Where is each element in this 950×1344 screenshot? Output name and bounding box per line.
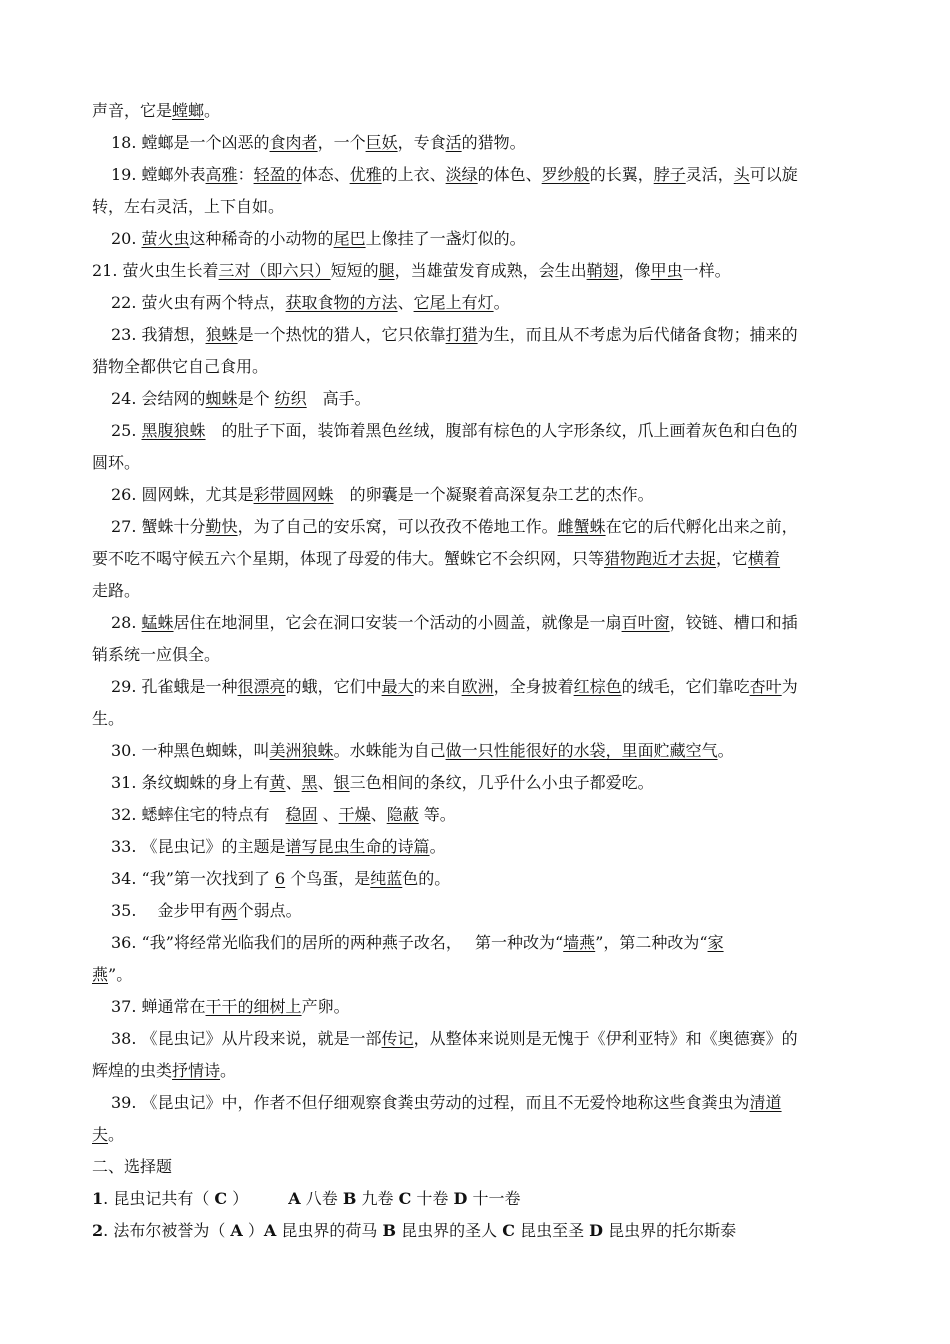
answer: 欧洲 — [461, 677, 494, 696]
answer: 6 — [274, 869, 286, 888]
item-39 — [111, 1092, 782, 1114]
answer: 抒情诗 — [172, 1061, 221, 1080]
answer: 谱写昆虫生命的诗篇 — [285, 837, 430, 856]
text: 是个 — [237, 389, 275, 408]
question-number: 1 — [92, 1189, 104, 1208]
item-18 — [111, 132, 526, 154]
text: ，一个 — [317, 133, 366, 152]
text: 。 — [108, 1125, 125, 1144]
answer: 稳固 — [285, 805, 318, 824]
text: 29. 孔雀蛾是一种 — [111, 677, 238, 696]
text: ，为了自己的安乐窝，可以孜孜不倦地工作。 — [237, 517, 558, 536]
text: 为生，而且从不考虑为后代储备食物；捕来的 — [477, 325, 798, 344]
text: ，全身披着 — [493, 677, 574, 696]
answer: 巨妖 — [365, 133, 398, 152]
answer: 燕 — [92, 965, 109, 984]
text: 居住在地洞里，它会在洞口安装一个活动的小圆盖，就像是一扇 — [173, 613, 622, 632]
item-38 — [111, 1028, 798, 1050]
text-line — [92, 964, 132, 986]
text: . 法布尔被誉为（ — [103, 1221, 231, 1240]
option-letter: B — [382, 1221, 397, 1240]
text: 的卵囊是一个凝聚着高深复杂工艺的杰作。 — [333, 485, 654, 504]
text: ： — [237, 165, 254, 184]
answer: 家 — [707, 933, 724, 952]
text-line — [92, 644, 220, 666]
text-line — [92, 196, 284, 218]
text: 短短的 — [330, 261, 379, 280]
text: 33. 《昆虫记》的主题是 — [111, 837, 286, 856]
text: 的绒毛，它们靠吃 — [621, 677, 750, 696]
answer: 隐蔽 — [386, 805, 419, 824]
text: 36. “我”将经常光临我们的居所的两种燕子改名， 第一种改为“ — [111, 933, 564, 952]
text: 上像挂了一盏灯似的。 — [365, 229, 526, 248]
answer: 优雅 — [349, 165, 382, 184]
text: 19. 螳螂外表 — [111, 165, 206, 184]
answer: 勤快 — [205, 517, 238, 536]
text: ”，第二种改为“ — [595, 933, 708, 952]
text: 、 — [317, 805, 339, 824]
answer: 尾巴 — [333, 229, 366, 248]
text: 个鸟蛋，是 — [285, 869, 371, 888]
text: 灵活， — [685, 165, 734, 184]
section-title: 二、选择题 — [92, 1157, 173, 1176]
item-35 — [111, 900, 302, 922]
text: 、 — [317, 773, 334, 792]
text: ，它 — [716, 549, 749, 568]
text: 22. 萤火虫有两个特点， — [111, 293, 286, 312]
option-text: 十卷 — [411, 1189, 454, 1208]
answer: 鞘翅 — [586, 261, 619, 280]
answer: 萤火虫 — [141, 229, 190, 248]
answer: 打猎 — [445, 325, 478, 344]
item-24 — [111, 388, 371, 410]
item-32 — [111, 804, 456, 826]
answer: 干燥 — [338, 805, 371, 824]
answer: 清道 — [749, 1093, 782, 1112]
item-36 — [111, 932, 724, 954]
text: 是一个热忱的猎人，它只依靠 — [237, 325, 446, 344]
text-line — [92, 1060, 236, 1082]
text: 产卵。 — [301, 997, 350, 1016]
option-letter: D — [589, 1221, 604, 1240]
text: ，专食 — [397, 133, 446, 152]
text: 高手。 — [306, 389, 371, 408]
text: 38. 《昆虫记》从片段来说，就是一部 — [111, 1029, 382, 1048]
text: ”。 — [108, 965, 133, 984]
text: 的肚子下面，装饰着黑色丝绒，腹部有棕色的人字形条纹，爪上画着灰色和白色的 — [205, 421, 798, 440]
item-27 — [111, 516, 798, 538]
answer: 百叶窗 — [621, 613, 670, 632]
answer: 干干的细树上 — [205, 997, 302, 1016]
text: 24. 会结网的 — [111, 389, 206, 408]
answer: 黑 — [301, 773, 318, 792]
text: 27. 蟹蛛十分 — [111, 517, 206, 536]
text: 这种稀奇的小动物的 — [189, 229, 334, 248]
item-31 — [111, 772, 654, 794]
text: 圆环。 — [92, 453, 141, 472]
item-34 — [111, 868, 450, 890]
text: 。 — [493, 293, 510, 312]
text: 。 — [429, 837, 446, 856]
text: ） — [227, 1189, 249, 1208]
text-line — [92, 580, 140, 602]
text: ，像 — [618, 261, 651, 280]
answer: 罗纱般 — [541, 165, 590, 184]
text: 转，左右灵活，上下自如。 — [92, 197, 285, 216]
text: 、 — [285, 773, 302, 792]
text: 的猎物。 — [461, 133, 526, 152]
item-26 — [111, 484, 654, 506]
text: 20. — [111, 229, 142, 248]
option-letter: B — [342, 1189, 357, 1208]
text: 18. 螳螂是一个凶恶的 — [111, 133, 270, 152]
answer: 轻盈的 — [253, 165, 302, 184]
answer: 狼蛛 — [205, 325, 238, 344]
answer: 横着 — [748, 549, 781, 568]
item-22 — [111, 292, 510, 314]
answer: 猎物跑近才去捉 — [604, 549, 717, 568]
option-text: 昆虫至圣 — [514, 1221, 590, 1240]
text: 体态、 — [301, 165, 350, 184]
text: 辉煌的虫类 — [92, 1061, 173, 1080]
question-2 — [92, 1220, 736, 1242]
text: 26. 圆网蛛，尤其是 — [111, 485, 254, 504]
text: 在它的后代孵化出来之前， — [605, 517, 798, 536]
text: 声音，它是 — [92, 101, 173, 120]
text: 35. 金步甲有 — [111, 901, 222, 920]
text: . 昆虫记共有（ — [103, 1189, 215, 1208]
text-line — [92, 452, 140, 474]
text: 等。 — [418, 805, 456, 824]
item-30 — [111, 740, 734, 762]
text: 可以旋 — [749, 165, 798, 184]
text: 要不吃不喝守候五六个星期，体现了母爱的伟大。蟹蛛它不会织网，只等 — [92, 549, 605, 568]
text: 的长翼， — [589, 165, 654, 184]
text-line — [92, 708, 124, 730]
item-25 — [111, 420, 798, 442]
answer: 两 — [221, 901, 238, 920]
text: 生。 — [92, 709, 125, 728]
text-line — [92, 548, 780, 570]
text-line — [92, 100, 220, 122]
answer: 头 — [733, 165, 750, 184]
text: 34. “我”第一次找到了 — [111, 869, 275, 888]
answer: 螳螂 — [172, 101, 205, 120]
answer: 纺织 — [274, 389, 307, 408]
option-letter: C — [398, 1189, 412, 1208]
option-letter: A — [288, 1189, 301, 1208]
text: 37. 蝉通常在 — [111, 997, 206, 1016]
answer: 活 — [445, 133, 462, 152]
answer: 高雅 — [205, 165, 238, 184]
answer: 蜘蛛 — [205, 389, 238, 408]
answer: 很漂亮 — [237, 677, 286, 696]
item-29 — [111, 676, 798, 698]
option-text: 八卷 — [300, 1189, 343, 1208]
text: 。 — [220, 1061, 237, 1080]
question-1 — [92, 1188, 520, 1210]
answer: 雌蟹蛛 — [557, 517, 606, 536]
option-text: 昆虫界的荷马 — [276, 1221, 383, 1240]
item-19 — [111, 164, 798, 186]
answer: 甲虫 — [650, 261, 683, 280]
answer: 食肉者 — [269, 133, 318, 152]
answer: 做一只性能很好的水袋，里面贮藏空气 — [445, 741, 718, 760]
text: 猎物全都供它自己食用。 — [92, 357, 269, 376]
text: 走路。 — [92, 581, 141, 600]
answer: 夫 — [92, 1125, 109, 1144]
answer: 蜢蛛 — [141, 613, 174, 632]
text: 、 — [397, 293, 414, 312]
text: ，从整体来说则是无愧于《伊利亚特》和《奥德赛》的 — [413, 1029, 798, 1048]
item-37 — [111, 996, 350, 1018]
answer: 墙燕 — [563, 933, 596, 952]
option-text: 十一卷 — [467, 1189, 521, 1208]
text: 的上衣、 — [381, 165, 446, 184]
answer: 脖子 — [653, 165, 686, 184]
answer: 银 — [333, 773, 350, 792]
answer: 最大 — [381, 677, 414, 696]
text: 32. 蟋蟀住宅的特点有 — [111, 805, 286, 824]
answer: 淡绿 — [445, 165, 478, 184]
item-21 — [92, 260, 731, 282]
text-line — [92, 356, 268, 378]
text: 。 — [717, 741, 734, 760]
text: 28. — [111, 613, 142, 632]
text: 23. 我猜想， — [111, 325, 206, 344]
text: 39. 《昆虫记》中，作者不但仔细观察食粪虫劳动的过程，而且不无爱怜地称这些食粪虫为 — [111, 1093, 750, 1112]
text: 销系统一应俱全。 — [92, 645, 221, 664]
text: ，铰链、槽口和插 — [669, 613, 798, 632]
answer: C — [214, 1189, 228, 1208]
text-line — [92, 1124, 124, 1146]
answer: 杏叶 — [749, 677, 782, 696]
text: 一样。 — [682, 261, 731, 280]
option-text: 九卷 — [356, 1189, 399, 1208]
text: 25. — [111, 421, 142, 440]
answer: 获取食物的方法 — [285, 293, 398, 312]
text: 。水蛛能为自己 — [333, 741, 446, 760]
text: 的蛾，它们中 — [285, 677, 382, 696]
text: 31. 条纹蜘蛛的身上有 — [111, 773, 270, 792]
text: 30. 一种黑色蜘蛛，叫 — [111, 741, 270, 760]
answer: 黄 — [269, 773, 286, 792]
item-23 — [111, 324, 798, 346]
answer: 传记 — [381, 1029, 414, 1048]
question-number: 2 — [92, 1221, 104, 1240]
option-text: 昆虫界的托尔斯泰 — [603, 1221, 737, 1240]
answer: 红棕色 — [573, 677, 622, 696]
text: ，当雄萤发育成熟，会生出 — [394, 261, 587, 280]
text: 、 — [370, 805, 387, 824]
text: 为 — [781, 677, 798, 696]
text: 色的。 — [402, 869, 451, 888]
item-28 — [111, 612, 798, 634]
answer: 黑腹狼蛛 — [141, 421, 206, 440]
text: 的来自 — [413, 677, 462, 696]
answer: 它尾上有灯 — [413, 293, 494, 312]
section-heading — [92, 1156, 172, 1178]
text: 21. 萤火虫生长着 — [92, 261, 219, 280]
text: ） — [242, 1221, 264, 1240]
answer: A — [230, 1221, 243, 1240]
option-letter: C — [502, 1221, 515, 1240]
text: 。 — [204, 101, 221, 120]
option-text: 昆虫界的圣人 — [396, 1221, 503, 1240]
answer: 美洲狼蛛 — [269, 741, 334, 760]
answer: 纯蓝 — [370, 869, 403, 888]
answer: 彩带圆网蛛 — [253, 485, 334, 504]
text: 个弱点。 — [237, 901, 302, 920]
option-letter: A — [263, 1221, 277, 1240]
answer: 三对（即六只） — [218, 261, 331, 280]
answer: 腿 — [378, 261, 395, 280]
item-20 — [111, 228, 526, 250]
item-33 — [111, 836, 446, 858]
text: 的体色、 — [477, 165, 542, 184]
text: 三色相间的条纹，几乎什么小虫子都爱吃。 — [349, 773, 654, 792]
option-letter: D — [453, 1189, 468, 1208]
